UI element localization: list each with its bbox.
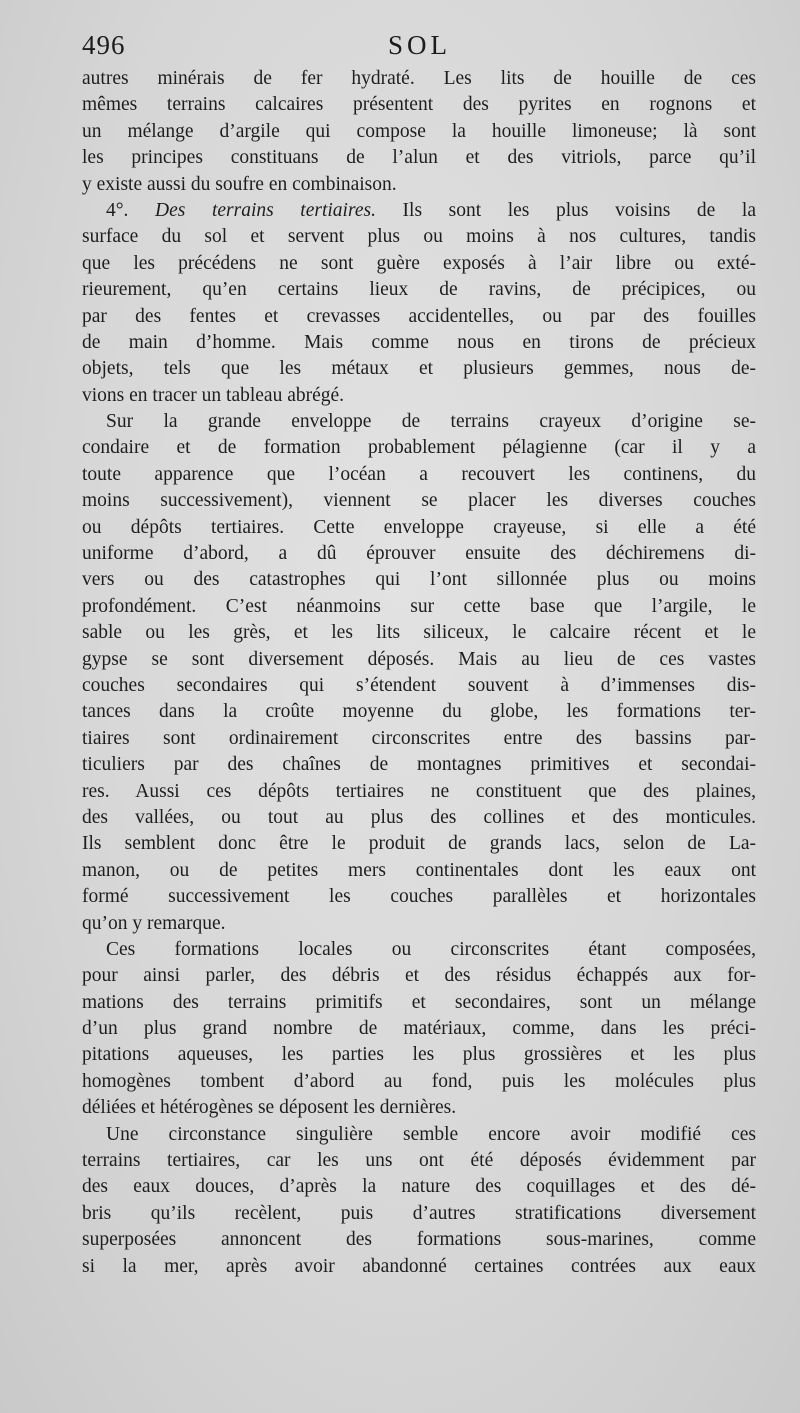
text-line: mêmes terrains calcaires présentent des pyrites en rognons et xyxy=(82,94,756,116)
text-line: d’un plus grand nombre de matériaux, comme, dans les préci- xyxy=(82,1018,756,1040)
paragraph xyxy=(82,198,756,409)
text-line: rieurement, qu’en certains lieux de ravins, de précipices, ou xyxy=(82,279,756,301)
text-line: terrains tertiaires, car les uns ont été déposés évidemment par xyxy=(82,1150,756,1172)
text-line: mations des terrains primitifs et secondaires, sont un mélange xyxy=(82,991,756,1013)
text-line: moins successivement), viennent se placer les diverses couches xyxy=(82,490,756,512)
text-line: pitations aqueuses, les parties les plus grossières et les plus xyxy=(82,1044,756,1066)
text-line: gypse se sont diversement déposés. Mais au lieu de ces vastes xyxy=(82,648,756,670)
text-line: formé successivement les couches parallèles et horizontales xyxy=(82,886,756,908)
text-line: homogènes tombent d’abord au fond, puis les molécules plus xyxy=(82,1070,756,1092)
text-line: qu’on y remarque. xyxy=(82,912,226,934)
text-line: autres minérais de fer hydraté. Les lits de houille de ces xyxy=(82,68,756,89)
text-line: déliées et hétérogènes se déposent les dernières. xyxy=(82,1097,457,1119)
text-line: les principes constituans de l’alun et des vitriols, parce qu’il xyxy=(82,147,756,169)
text-line: sable ou les grès, et les lits siliceux, le calcaire récent et le xyxy=(82,622,756,644)
text-line: par des fentes et crevasses accidentelles, ou par des fouilles xyxy=(82,305,756,327)
paragraph xyxy=(82,937,756,1122)
text-line: des vallées, ou tout au plus des collines et des monticules. xyxy=(82,806,756,828)
text-line: profondément. C’est néanmoins sur cette base que l’argile, le xyxy=(82,595,756,617)
paragraph xyxy=(82,1122,756,1280)
text-line: vers ou des catastrophes qui l’ont sillonnée plus ou moins xyxy=(82,569,756,591)
text-line: tiaires sont ordinairement circonscrites entre des bassins par- xyxy=(82,727,756,749)
text-line: bris qu’ils recèlent, puis d’autres stratifications diversement xyxy=(82,1202,756,1224)
section-heading-rest: Ils sont les plus voisins de la xyxy=(402,199,757,221)
text-line: pour ainsi parler, des débris et des résidus échappés aux for- xyxy=(82,965,756,987)
text-line: Sur la grande enveloppe de terrains crayeux d’origine se- xyxy=(106,411,756,433)
section-heading-line xyxy=(82,198,756,224)
text-line: toute apparence que l’océan a recouvert les continens, du xyxy=(82,463,756,485)
text-line: si la mer, après avoir abandonné certaines contrées aux eaux xyxy=(82,1255,756,1277)
text-line: des eaux douces, d’après la nature des coquillages et des dé- xyxy=(82,1176,756,1198)
text-line: couches secondaires qui s’étendent souvent à d’immenses dis- xyxy=(82,674,756,696)
paragraph xyxy=(82,66,756,198)
body-text xyxy=(82,66,756,1280)
text-line: ou dépôts tertiaires. Cette enveloppe crayeuse, si elle a été xyxy=(82,516,756,538)
text-line: Une circonstance singulière semble encore avoir modifié ces xyxy=(106,1123,756,1145)
text-line: que les précédens ne sont guère exposés à l’air libre ou exté- xyxy=(82,252,756,274)
text-line: res. Aussi ces dépôts tertiaires ne constituent que des plaines, xyxy=(82,780,756,802)
text-line: objets, tels que les métaux et plusieurs gemmes, nous de- xyxy=(82,358,756,380)
text-line: ticuliers par des chaînes de montagnes primitives et secondai- xyxy=(82,754,756,776)
section-heading: Des terrains tertiaires. xyxy=(155,199,376,221)
section-number: 4°. xyxy=(106,199,129,221)
text-line: un mélange d’argile qui compose la houille limoneuse; là sont xyxy=(82,120,756,142)
text-line: uniforme d’abord, a dû éprouver ensuite des déchiremens di- xyxy=(82,543,756,565)
text-line: manon, ou de petites mers continentales dont les eaux ont xyxy=(82,859,756,881)
text-line: de main d’homme. Mais comme nous en tirons de précieux xyxy=(82,331,756,353)
text-line: condaire et de formation probablement pélagienne (car il y a xyxy=(82,437,756,459)
page-number: 496 xyxy=(82,30,126,60)
text-line: superposées annoncent des formations sous-marines, comme xyxy=(82,1229,756,1251)
paragraph xyxy=(82,409,756,937)
text-line: surface du sol et servent plus ou moins à nos cultures, tandis xyxy=(82,226,756,248)
text-line: Ces formations locales ou circonscrites étant composées, xyxy=(106,938,756,960)
page-header xyxy=(82,30,756,64)
text-line: y existe aussi du soufre en combinaison. xyxy=(82,173,397,195)
text-line: Ils semblent donc être le produit de grands lacs, selon de La- xyxy=(82,833,756,855)
text-line: vions en tracer un tableau abrégé. xyxy=(82,384,345,406)
text-line: tances dans la croûte moyenne du globe, les formations ter- xyxy=(82,701,756,723)
running-head: SOL xyxy=(388,30,452,60)
